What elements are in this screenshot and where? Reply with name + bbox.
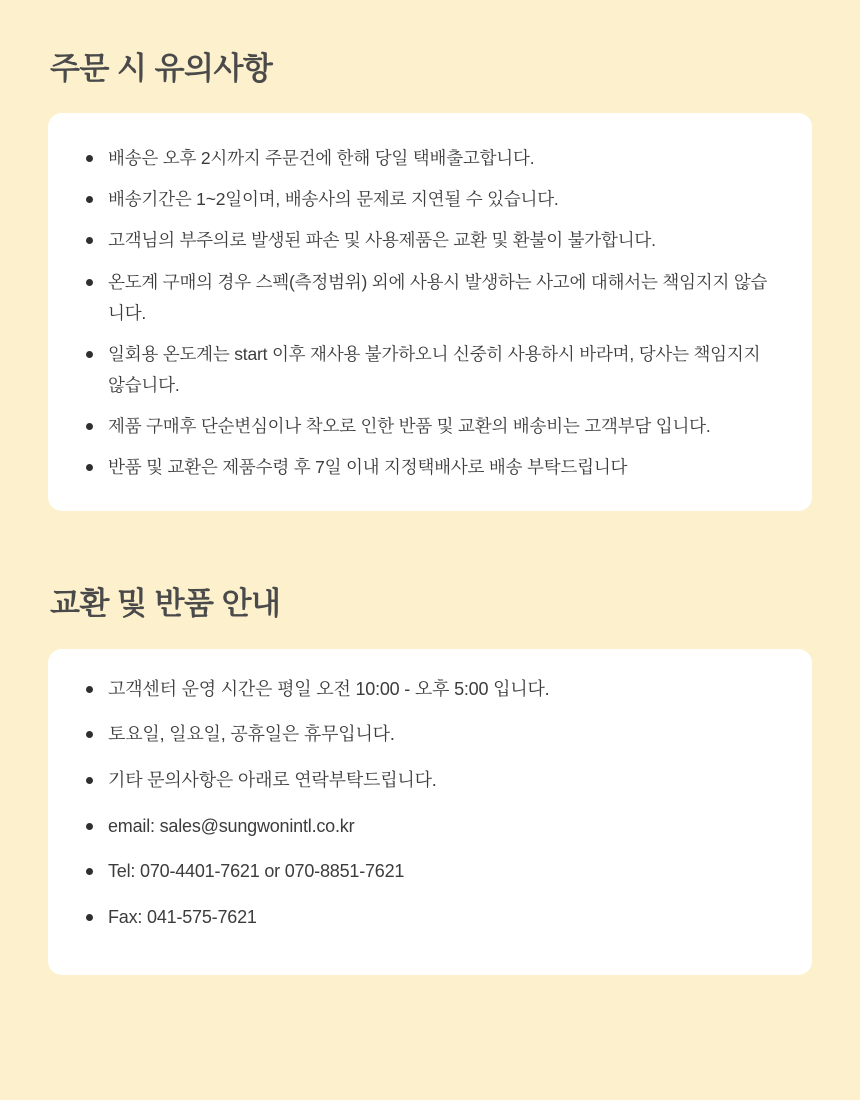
exchange-return-list — [82, 675, 778, 933]
list-item: 일회용 온도계는 start 이후 재사용 불가하오니 신중히 사용하시 바라며, 당사는 책임지지 않습니다. — [82, 339, 778, 401]
order-notice-list — [82, 143, 778, 483]
list-item-email: email: sales@sungwonintl.co.kr — [82, 812, 778, 842]
list-item-tel: Tel: 070-4401-7621 or 070-8851-7621 — [82, 857, 778, 887]
section-title-exchange: 교환 및 반품 안내 — [50, 586, 281, 622]
list-item: 고객센터 운영 시간은 평일 오전 10:00 - 오후 5:00 입니다. — [82, 675, 778, 705]
list-item: 배송은 오후 2시까지 주문건에 한해 당일 택배출고합니다. — [82, 143, 778, 174]
list-item: 고객님의 부주의로 발생된 파손 및 사용제품은 교환 및 환불이 불가합니다. — [82, 225, 778, 256]
exchange-return-card — [48, 649, 812, 975]
list-item: 제품 구매후 단순변심이나 착오로 인한 반품 및 교환의 배송비는 고객부담 입니다. — [82, 411, 778, 442]
order-notice-card — [48, 113, 812, 511]
list-item: 배송기간은 1~2일이며, 배송사의 문제로 지연될 수 있습니다. — [82, 184, 778, 215]
list-item: 온도계 구매의 경우 스펙(측정범위) 외에 사용시 발생하는 사고에 대해서는 책임지지 않습니다. — [82, 267, 778, 329]
exchange-return-section — [48, 585, 812, 974]
page-title: 주문 시 유의사항 — [50, 51, 273, 86]
list-item: 기타 문의사항은 아래로 연락부탁드립니다. — [82, 766, 778, 796]
order-notice-section — [48, 50, 812, 511]
section-divider-space — [48, 511, 812, 585]
list-item: 반품 및 교환은 제품수령 후 7일 이내 지정택배사로 배송 부탁드립니다 — [82, 452, 778, 483]
list-item-fax: Fax: 041-575-7621 — [82, 903, 778, 933]
list-item: 토요일, 일요일, 공휴일은 휴무입니다. — [82, 720, 778, 750]
